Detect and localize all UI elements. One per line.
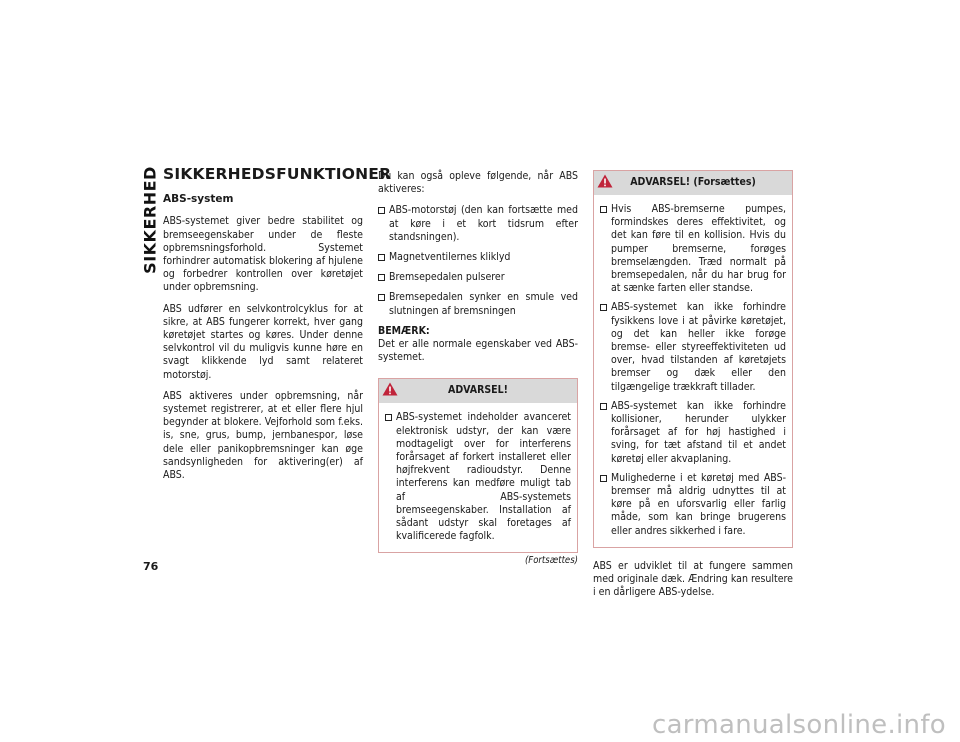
note-label: BEMÆRK:	[378, 324, 430, 337]
watermark-text: carmanualsonline.info	[651, 710, 946, 740]
page-number: 76	[143, 560, 159, 573]
bullet-list	[378, 204, 578, 317]
column-2	[378, 170, 578, 568]
paragraph: ABS er udviklet til at fungere sammen med originale dæk. Ændring kan resultere i en dårligere ABS-ydelse.	[593, 559, 793, 599]
subheading-abs: ABS-system	[163, 193, 234, 206]
list-item: Bremsepedalen synker en smule ved slutningen af bremsningen	[378, 291, 578, 317]
list-item: Magnetventilernes kliklyd	[378, 251, 578, 264]
warning-item: ABS-systemet kan ikke forhindre fysikkens love i at påvirke køretøjet, og det kan heller ikke forøge bremse- eller styreeffektiviteten ud over, hvad tilstanden af køretøjets bremser og dæk eller den tilgængelige trækkraft tillader.	[600, 301, 786, 393]
intro-text: Du kan også opleve følgende, når ABS aktiveres:	[378, 170, 578, 196]
warning-header	[594, 171, 792, 195]
continued-note: (Fortsættes)	[524, 555, 578, 567]
list-item: ABS-motorstøj (den kan fortsætte med at køre i et kort tidsrum efter standsningen).	[378, 204, 578, 244]
section-side-tab	[140, 166, 160, 274]
warning-item: Hvis ABS-bremserne pumpes, formindskes deres effektivitet, og det kan føre til en kollision. Hvis du pumper bremserne, forøges bremselængden. Træd normalt på bremsepedalen, når du har brug for at sænke farten eller standse.	[600, 203, 786, 295]
list-item: Bremsepedalen pulserer	[378, 271, 578, 284]
warning-box	[378, 378, 578, 553]
note	[378, 325, 578, 365]
note-text: Det er alle normale egenskaber ved ABS-systemet.	[378, 338, 578, 364]
column-1	[163, 165, 392, 490]
warning-item: ABS-systemet kan ikke forhindre kollisioner, herunder ulykker forårsaget af for høj hastighed i sving, for tæt afstand til et andet køretøj eller akvaplaning.	[600, 400, 786, 466]
paragraph: ABS aktiveres under opbremsning, når systemet registrerer, at et eller flere hjul begynder at blokere. Vejforhold som f.eks. is, sne, grus, bump, jernbanespor, løse dele eller panikopbremsninger kan øge sandsynligheden for aktivering(er) af ABS.	[163, 389, 363, 482]
warning-list	[385, 411, 571, 543]
warning-box-continued	[593, 170, 793, 548]
section-heading: SIKKERHEDSFUNKTIONER	[163, 165, 392, 183]
warning-title: ADVARSEL!	[448, 384, 508, 397]
warning-body	[594, 195, 792, 547]
warning-header	[379, 379, 577, 403]
column-3	[593, 170, 793, 607]
warning-list	[600, 203, 786, 538]
warning-item: Mulighederne i et køretøj med ABS-bremser må aldrig udnyttes til at køre på en uforsvarlig eller farlig måde, som kan bringe brugerens eller andres sikkerhed i fare.	[600, 472, 786, 538]
paragraph: ABS-systemet giver bedre stabilitet og bremseegenskaber under de fleste opbremsningsforhold. Systemet forhindrer automatisk blokering af hjulene og forbedrer kontrollen over køretøjet under opbremsning.	[163, 215, 363, 294]
warning-body	[379, 403, 577, 552]
side-tab-label: SIKKERHED	[140, 166, 160, 274]
warning-title: ADVARSEL! (Forsættes)	[630, 176, 756, 188]
paragraph: ABS udfører en selvkontrolcyklus for at sikre, at ABS fungerer korrekt, hver gang køretøjet startes og køres. Under denne selvkontrol vil du muligvis kunne høre en svagt klikkende lyd samt relateret motorstøj.	[163, 302, 363, 381]
warning-item: ABS-systemet indeholder avanceret elektronisk udstyr, der kan være modtageligt over for interferens forårsaget af forkert installeret eller højfrekvent radioudstyr. Denne interferens kan medføre muligt tab af ABS-systemets bremseegenskaber. Installation af sådant udstyr skal foretages af kvalificerede fagfolk.	[385, 411, 571, 543]
